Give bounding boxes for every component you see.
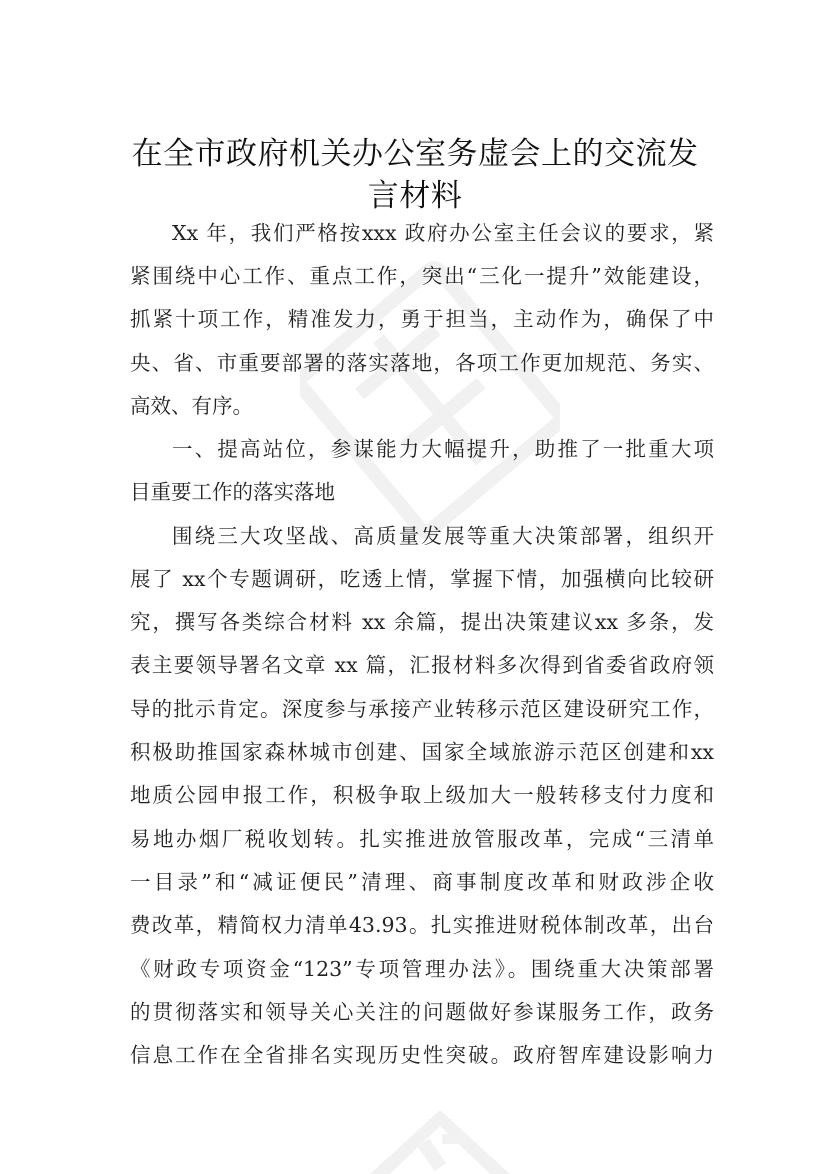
- paragraph-line: 积极助推国家森林城市创建、国家全域旅游示范区创建和xx: [130, 740, 714, 764]
- paragraph-line: 易地办烟厂税收划转。扎实推进放管服改革，完成“三清单: [130, 827, 714, 851]
- paragraph-line: Xx 年，我们严格按xxx 政府办公室主任会议的要求，紧: [172, 221, 714, 245]
- paragraph-line: 抓紧十项工作，精准发力，勇于担当，主动作为，确保了中: [130, 307, 714, 331]
- paragraph-line: 围绕三大攻坚战、高质量发展等重大决策部署，组织开: [172, 524, 714, 548]
- paragraph-line: 一目录”和“减证便民”清理、商事制度改革和财政涉企收: [130, 870, 714, 894]
- paragraph-line: 高效、有序。: [130, 394, 253, 418]
- paragraph-line: 《财政专项资金“123”专项管理办法》。围绕重大决策部署: [130, 957, 714, 981]
- paragraph-line: 展了 xx个专题调研，吃透上情，掌握下情，加强横向比较研: [130, 567, 714, 591]
- paragraph-line: 的贯彻落实和领导关心关注的问题做好参谋服务工作，政务: [130, 1000, 714, 1024]
- paragraph-line: 导的批示肯定。深度参与承接产业转移示范区建设研究工作，: [130, 697, 714, 721]
- document-title-line-1: 在全市政府机关办公室务虚会上的交流发: [131, 136, 699, 172]
- section-heading-line: 一、提高站位，参谋能力大幅提升，助推了一批重大项: [172, 437, 714, 461]
- section-heading-line: 目重要工作的落实落地: [130, 480, 335, 504]
- document-title-line-2: 言材料: [367, 178, 463, 214]
- watermark-logo-bottom-icon: [370, 1110, 510, 1174]
- paragraph-line: 紧围绕中心工作、重点工作，突出“三化一提升”效能建设，: [130, 264, 714, 288]
- paragraph-line: 表主要领导署名文章 xx 篇，汇报材料多次得到省委省政府领: [130, 653, 714, 677]
- paragraph-line: 地质公园申报工作，积极争取上级加大一般转移支付力度和: [130, 783, 714, 807]
- paragraph-line: 费改革，精简权力清单43.93。扎实推进财税体制改革，出台: [130, 913, 714, 937]
- paragraph-line: 信息工作在全省排名实现历史性突破。政府智库建设影响力: [130, 1043, 714, 1067]
- paragraph-line: 究，撰写各类综合材料 xx 余篇，提出决策建议xx 多条，发: [130, 610, 714, 634]
- paragraph-line: 央、省、市重要部署的落实落地，各项工作更加规范、务实、: [130, 351, 714, 375]
